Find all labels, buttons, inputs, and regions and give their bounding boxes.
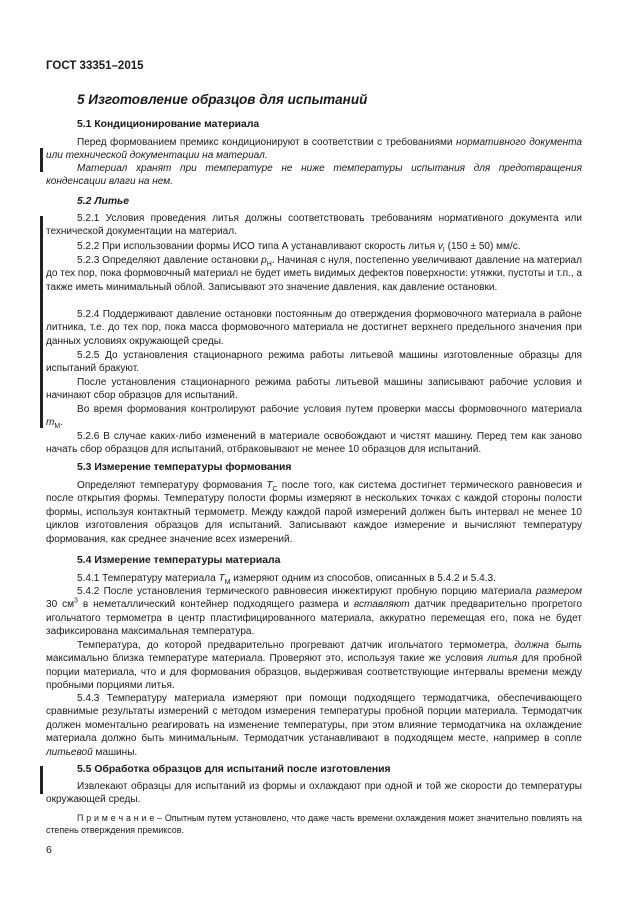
paragraph-mass-control: Во время формования контролируют рабочие условия путем проверки массы формовочного материала $m_M$. bbox=[46, 404, 582, 431]
paragraph-5-2-6: 5.2.6 В случае каких-либо изменений в материале освобождают и чистят машину. Перед тем как заново начать сбор образцов для испытаний, отбраковывают не менее 10 образцов для испытаний. bbox=[46, 431, 582, 456]
paragraph-steady-state: После установления стационарного режима работы литьевой машины записывают рабочие условия и начинают сбор образцов для испытаний. bbox=[46, 377, 582, 402]
heading-5-5: 5.5 Обработка образцов для испытаний после изготовления bbox=[77, 764, 391, 775]
change-bar bbox=[40, 766, 43, 794]
change-bar bbox=[40, 148, 43, 172]
paragraph-5-2-4: 5.2.4 Поддерживают давление остановки постоянным до отверждения формовочного материала в районе литника, т.е. до тех пор, пока масса формовочного материала не достигнет верхнего предельного значения при данных условиях окружающей среды. bbox=[46, 309, 582, 347]
paragraph-probe-temperature: Температура, до которой предварительно прогревают датчик игольчатого термометра, должна быть максимально близка температуре материала. Проверяют это, используя такие же условия литья для пробной порции материала, что и для формования образцов, выдерживая соответствующие интервалы времени между пробными порциями литья. bbox=[46, 640, 582, 692]
paragraph-5-2-5: 5.2.5 До установления стационарного режима работы литьевой машины изготовленные образцы для испытаний бракуют. bbox=[46, 350, 582, 375]
paragraph-5-4-1: 5.4.1 Температуру материала $T_M$ измеряют одним из способов, описанных в 5.4.2 и 5.4.3. bbox=[77, 573, 496, 586]
paragraph-5-3: Определяют температуру формования $T_C$ после того, как система достигнет термического равновесия и после открытия формы. Температуру полости формы измеряют в нескольких точках с каждой стороны полости формы, используя контактный термометр. Между каждой парой измерений должен быть интервал не менее 10 циклов изготовления образцов для испытаний. Записывают каждое измерение и вычисляют температуру формования, как среднее значение всех измерений. bbox=[46, 480, 583, 545]
section-title: 5 Изготовление образцов для испытаний bbox=[77, 92, 368, 107]
change-bar bbox=[40, 216, 43, 428]
paragraph-5-4-3: 5.4.3 Температуру материала измеряют при помощи подходящего термодатчика, обеспечивающего сравнимые результаты измерений с методом измерения температуры пробной порции материала. Термодатчик должен моментально реагировать на изменение температуры, при этом влияние термодатчика на охлаждение материала должно быть минимальным. Термодатчик устанавливают в подходящем месте, например в сопле литьевой машины. bbox=[46, 693, 582, 758]
heading-5-2: 5.2 Литье bbox=[77, 196, 130, 207]
paragraph-5-1-storage: Материал хранят при температуре не ниже температуры испытания для предотвращения конденсации влаги на нем. bbox=[46, 163, 582, 188]
paragraph-5-5: Извлекают образцы для испытаний из формы и охлаждают при одной и той же скорости до температуры окружающей среды. bbox=[46, 781, 582, 806]
heading-5-3: 5.3 Измерение температуры формования bbox=[77, 462, 292, 473]
paragraph-5-2-1: 5.2.1 Условия проведения литья должны соответствовать требованиям нормативного документа или технической документации на материал. bbox=[46, 213, 582, 238]
heading-5-1: 5.1 Кондиционирование материала bbox=[77, 119, 260, 130]
paragraph-5-1-conditioning: Перед формованием премикс кондиционируют в соответствии с требованиями нормативного документа или технической документации на материал. bbox=[46, 137, 582, 162]
paragraph-5-2-2: 5.2.2 При использовании формы ИСО типа А устанавливают скорость литья $v_I$ (150 ± 50) мм/с. bbox=[77, 241, 521, 254]
page-number: 6 bbox=[46, 844, 52, 856]
heading-5-4: 5.4 Измерение температуры материала bbox=[77, 555, 281, 566]
paragraph-5-2-3: 5.2.3 Определяют давление остановки $p_H$. Начиная с нуля, постепенно увеличивают давление на материал до тех пор, пока формовочный материал не будет иметь видимых дефектов поверхности: утяжки, пустоты и т.п., а также иметь минимальный облой. Записывают это значение давления, как давление остановки. bbox=[46, 255, 582, 293]
standard-code: ГОСТ 33351–2015 bbox=[46, 60, 144, 72]
note: П р и м е ч а н и е – Опытным путем установлено, что даже часть времени охлаждения может значительно повлиять на степень отверждения премиксов. bbox=[46, 813, 582, 835]
paragraph-5-4-2: 5.4.2 После установления термического равновесия инжектируют пробную порцию материала размером 30 $см^3$ в неметаллический контейнер подходящего размера и вставляют датчик предварительно прогретого игольчатого термометра в центр пластифицированного материала, аккуратно перемещая его, пока не будет зафиксирована максимальная температура. bbox=[46, 586, 582, 638]
